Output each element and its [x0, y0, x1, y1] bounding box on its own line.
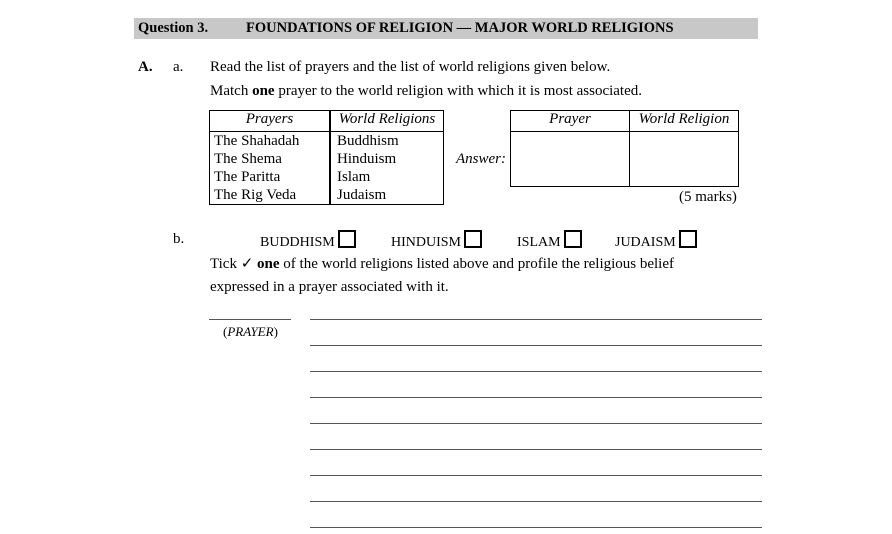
prayers-table [209, 110, 330, 205]
answer-line[interactable] [310, 345, 762, 346]
instruction-line-1: Read the list of prayers and the list of world religions given below. [210, 59, 611, 75]
checkbox-icon[interactable] [338, 230, 356, 248]
instruction-line-2 [210, 83, 642, 100]
question-number: Question 3. [138, 20, 209, 36]
religion-list-cell [331, 132, 444, 205]
option-hinduism[interactable] [391, 230, 482, 251]
option-islam[interactable] [517, 230, 582, 251]
option-label: HINDUISM [391, 235, 461, 250]
answer-line[interactable] [310, 501, 762, 502]
part-a-label: a. [173, 59, 184, 75]
answer-line[interactable] [310, 527, 762, 528]
option-buddhism[interactable] [260, 230, 356, 251]
religions-table [330, 110, 444, 205]
checkbox-icon[interactable] [464, 230, 482, 248]
instruction-emphasis: one [252, 83, 275, 99]
part-b-instruction-2: expressed in a prayer associated with it. [210, 279, 449, 295]
instruction-text: Match [210, 83, 253, 99]
instruction-text: Tick ✓ [210, 256, 258, 272]
part-b-instruction-1 [210, 254, 674, 273]
part-b-label: b. [173, 231, 185, 247]
question-title: FOUNDATIONS OF RELIGION — MAJOR WORLD RELIGIONS [246, 20, 674, 36]
religions-header: World Religions [331, 111, 444, 132]
option-label: ISLAM [517, 235, 561, 250]
checkbox-icon[interactable] [564, 230, 582, 248]
answer-prayer-cell[interactable] [511, 132, 630, 187]
marks-label: (5 marks) [679, 189, 737, 205]
prayer-blank-line[interactable] [209, 319, 291, 320]
prayer-item: The Paritta [214, 169, 281, 185]
prayer-item: The Shahadah [214, 133, 300, 149]
prayers-header: Prayers [210, 111, 330, 132]
section-label: A. [138, 59, 153, 75]
answer-line[interactable] [310, 475, 762, 476]
answer-line[interactable] [310, 423, 762, 424]
prayer-caption: (PRAYER) [223, 324, 278, 339]
answer-line[interactable] [310, 319, 762, 320]
option-label: JUDAISM [615, 235, 676, 250]
option-label: BUDDHISM [260, 235, 335, 250]
answer-line[interactable] [310, 397, 762, 398]
instruction-emphasis: one [257, 256, 280, 272]
answer-header-religion: World Religion [630, 111, 739, 132]
prayer-list-cell [210, 132, 330, 205]
option-judaism[interactable] [615, 230, 697, 251]
prayer-item: The Shema [214, 151, 282, 167]
religion-item: Islam [337, 169, 371, 185]
answer-table [510, 110, 739, 187]
religion-item: Buddhism [337, 133, 399, 149]
answer-line[interactable] [310, 449, 762, 450]
answer-label: Answer: [456, 151, 506, 167]
instruction-text: prayer to the world religion with which it is most associated. [274, 83, 643, 99]
answer-line[interactable] [310, 371, 762, 372]
religion-item: Judaism [337, 187, 387, 203]
instruction-text: of the world religions listed above and profile the religious belief [279, 256, 675, 272]
answer-header-prayer: Prayer [511, 111, 630, 132]
prayer-item: The Rig Veda [214, 187, 297, 203]
religion-item: Hinduism [337, 151, 397, 167]
prayer-caption-text: PRAYER [227, 324, 274, 339]
question-header [134, 18, 758, 39]
answer-religion-cell[interactable] [630, 132, 739, 187]
checkbox-icon[interactable] [679, 230, 697, 248]
